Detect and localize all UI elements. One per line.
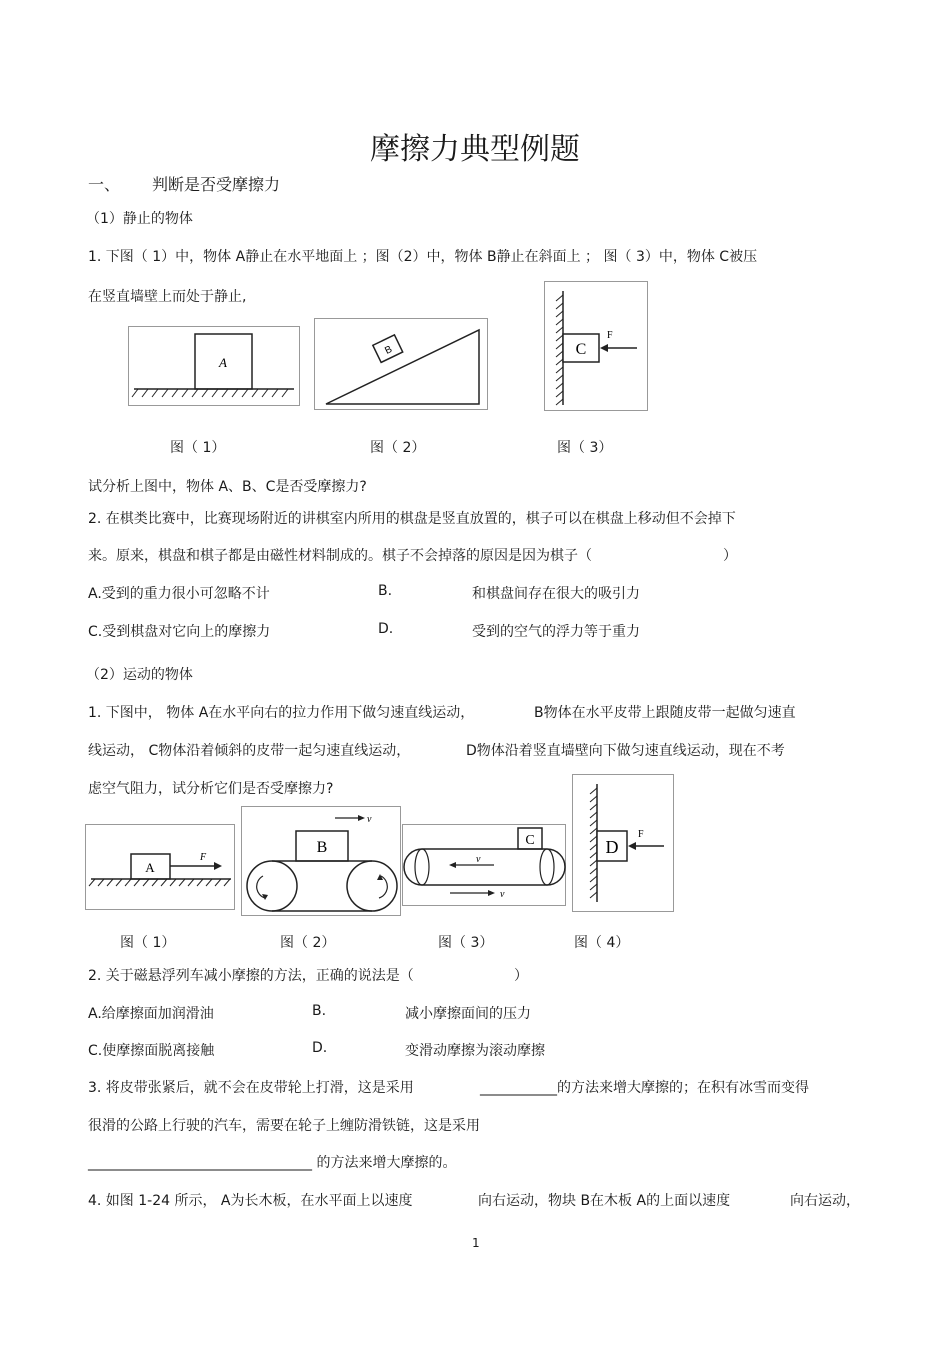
part2-q3-line2: 很滑的公路上行驶的汽车，需要在轮子上缠防滑铁链，这是采用 — [88, 1118, 480, 1134]
part2-q2-paren: ） — [514, 968, 528, 984]
part1-option-a: A.受到的重力很小可忽略不计 — [88, 586, 270, 602]
part2-option-d-letter: D. — [312, 1040, 328, 1056]
part2-q1-line3: 虑空气阻力，试分析它们是否受摩擦力? — [88, 781, 334, 797]
part2-q2-line: 2. 关于磁悬浮列车减小摩擦的方法，正确的说法是（ — [88, 968, 414, 984]
part2-q4-part-b: 向右运动，物块 B在木板 A的上面以速度 — [478, 1193, 731, 1209]
part2-q3-line3: ________________________________ 的方法来增大摩擦的。 — [88, 1155, 457, 1171]
page-number: 1 — [472, 1236, 480, 1250]
part2-q1-line1-b: B物体在水平皮带上跟随皮带一起做匀速直 — [534, 705, 796, 721]
label-f-pull: F — [200, 852, 207, 863]
caption-fig2-2: 图（ 2） — [280, 935, 336, 951]
figure-2-4-block-on-wall — [572, 774, 674, 912]
part2-option-b-letter: B. — [312, 1003, 327, 1019]
part1-option-d-letter: D. — [378, 621, 394, 637]
part1-q1-line2: 在竖直墙壁上而处于静止, — [88, 289, 247, 305]
figure-3-block-on-wall — [544, 281, 648, 411]
part1-q2-line1: 2. 在棋类比赛中，比赛现场附近的讲棋室内所用的棋盘是竖直放置的，棋子可以在棋盘上移动但不会掉下 — [88, 511, 736, 527]
label-c-belt: C — [525, 833, 535, 848]
label-v-bottom: v — [500, 889, 505, 900]
label-f-press: F — [638, 829, 644, 840]
caption-fig3: 图（ 3） — [557, 440, 613, 456]
section-number: 一、 — [88, 175, 121, 194]
caption-fig2-3: 图（ 3） — [438, 935, 494, 951]
label-v-top: v — [367, 814, 372, 825]
part2-option-c: C.使摩擦面脱离接触 — [88, 1043, 215, 1059]
figure-2-block-on-incline — [314, 318, 488, 410]
label-c: C — [575, 341, 587, 358]
label-a: A — [219, 355, 227, 370]
part1-q1-ask: 试分析上图中，物体 A、B、C是否受摩擦力? — [88, 479, 367, 495]
part1-option-b-letter: B. — [378, 583, 393, 599]
caption-fig2: 图（ 2） — [370, 440, 426, 456]
part1-heading: （1）静止的物体 — [86, 211, 193, 227]
label-v-mid: v — [476, 854, 481, 865]
label-f: F — [607, 330, 613, 341]
part2-heading: （2）运动的物体 — [86, 667, 193, 683]
label-a-moving: A — [145, 860, 155, 875]
caption-fig2-1: 图（ 1） — [120, 935, 176, 951]
part2-q3-line1-b: ___________的方法来增大摩擦的；在积有冰雪而变得 — [480, 1080, 809, 1096]
figure-1-block-on-ground — [128, 326, 300, 406]
caption-fig2-4: 图（ 4） — [574, 935, 630, 951]
part1-q1-line1: 1. 下图（ 1）中，物体 A静止在水平地面上 ；图（2）中，物体 B静止在斜面上 ； 图（ 3）中，物体 C被压 — [88, 249, 758, 265]
label-b: B — [383, 344, 395, 357]
page-title: 摩擦力典型例题 — [370, 132, 580, 167]
part2-q4-part-a: 4. 如图 1-24 所示， A为长木板，在水平面上以速度 — [88, 1193, 413, 1209]
part2-option-d-text: 变滑动摩擦为滚动摩擦 — [405, 1043, 545, 1059]
figure-2-3-inclined-belt — [402, 824, 566, 906]
part2-option-a: A.给摩擦面加润滑油 — [88, 1006, 214, 1022]
section-heading: 判断是否受摩擦力 — [152, 175, 281, 194]
part1-option-d-text: 受到的空气的浮力等于重力 — [472, 624, 640, 640]
part2-option-b-text: 减小摩擦面间的压力 — [405, 1006, 531, 1022]
part1-option-c: C.受到棋盘对它向上的摩擦力 — [88, 624, 271, 640]
part1-q2-paren: ） — [723, 548, 737, 564]
part2-q1-line1-a: 1. 下图中， 物体 A在水平向右的拉力作用下做匀速直线运动， — [88, 705, 475, 721]
part2-q1-line2-b: D物体沿着竖直墙壁向下做匀速直线运动，现在不考 — [466, 743, 785, 759]
part2-q3-line1-a: 3. 将皮带张紧后，就不会在皮带轮上打滑，这是采用 — [88, 1080, 414, 1096]
part2-q4-part-c: 向右运动， — [790, 1193, 860, 1209]
part1-option-b-text: 和棋盘间存在很大的吸引力 — [472, 586, 640, 602]
caption-fig1: 图（ 1） — [170, 440, 226, 456]
figure-2-2-belt-conveyor — [241, 806, 401, 916]
label-b-belt: B — [316, 839, 328, 856]
part1-q2-line2: 来。原来，棋盘和棋子都是由磁性材料制成的。棋子不会掉落的原因是因为棋子（ — [88, 548, 592, 564]
label-d: D — [605, 837, 619, 857]
part2-q1-line2-a: 线运动， C物体沿着倾斜的皮带一起匀速直线运动， — [88, 743, 411, 759]
figure-2-1-pulled-block — [85, 824, 235, 910]
